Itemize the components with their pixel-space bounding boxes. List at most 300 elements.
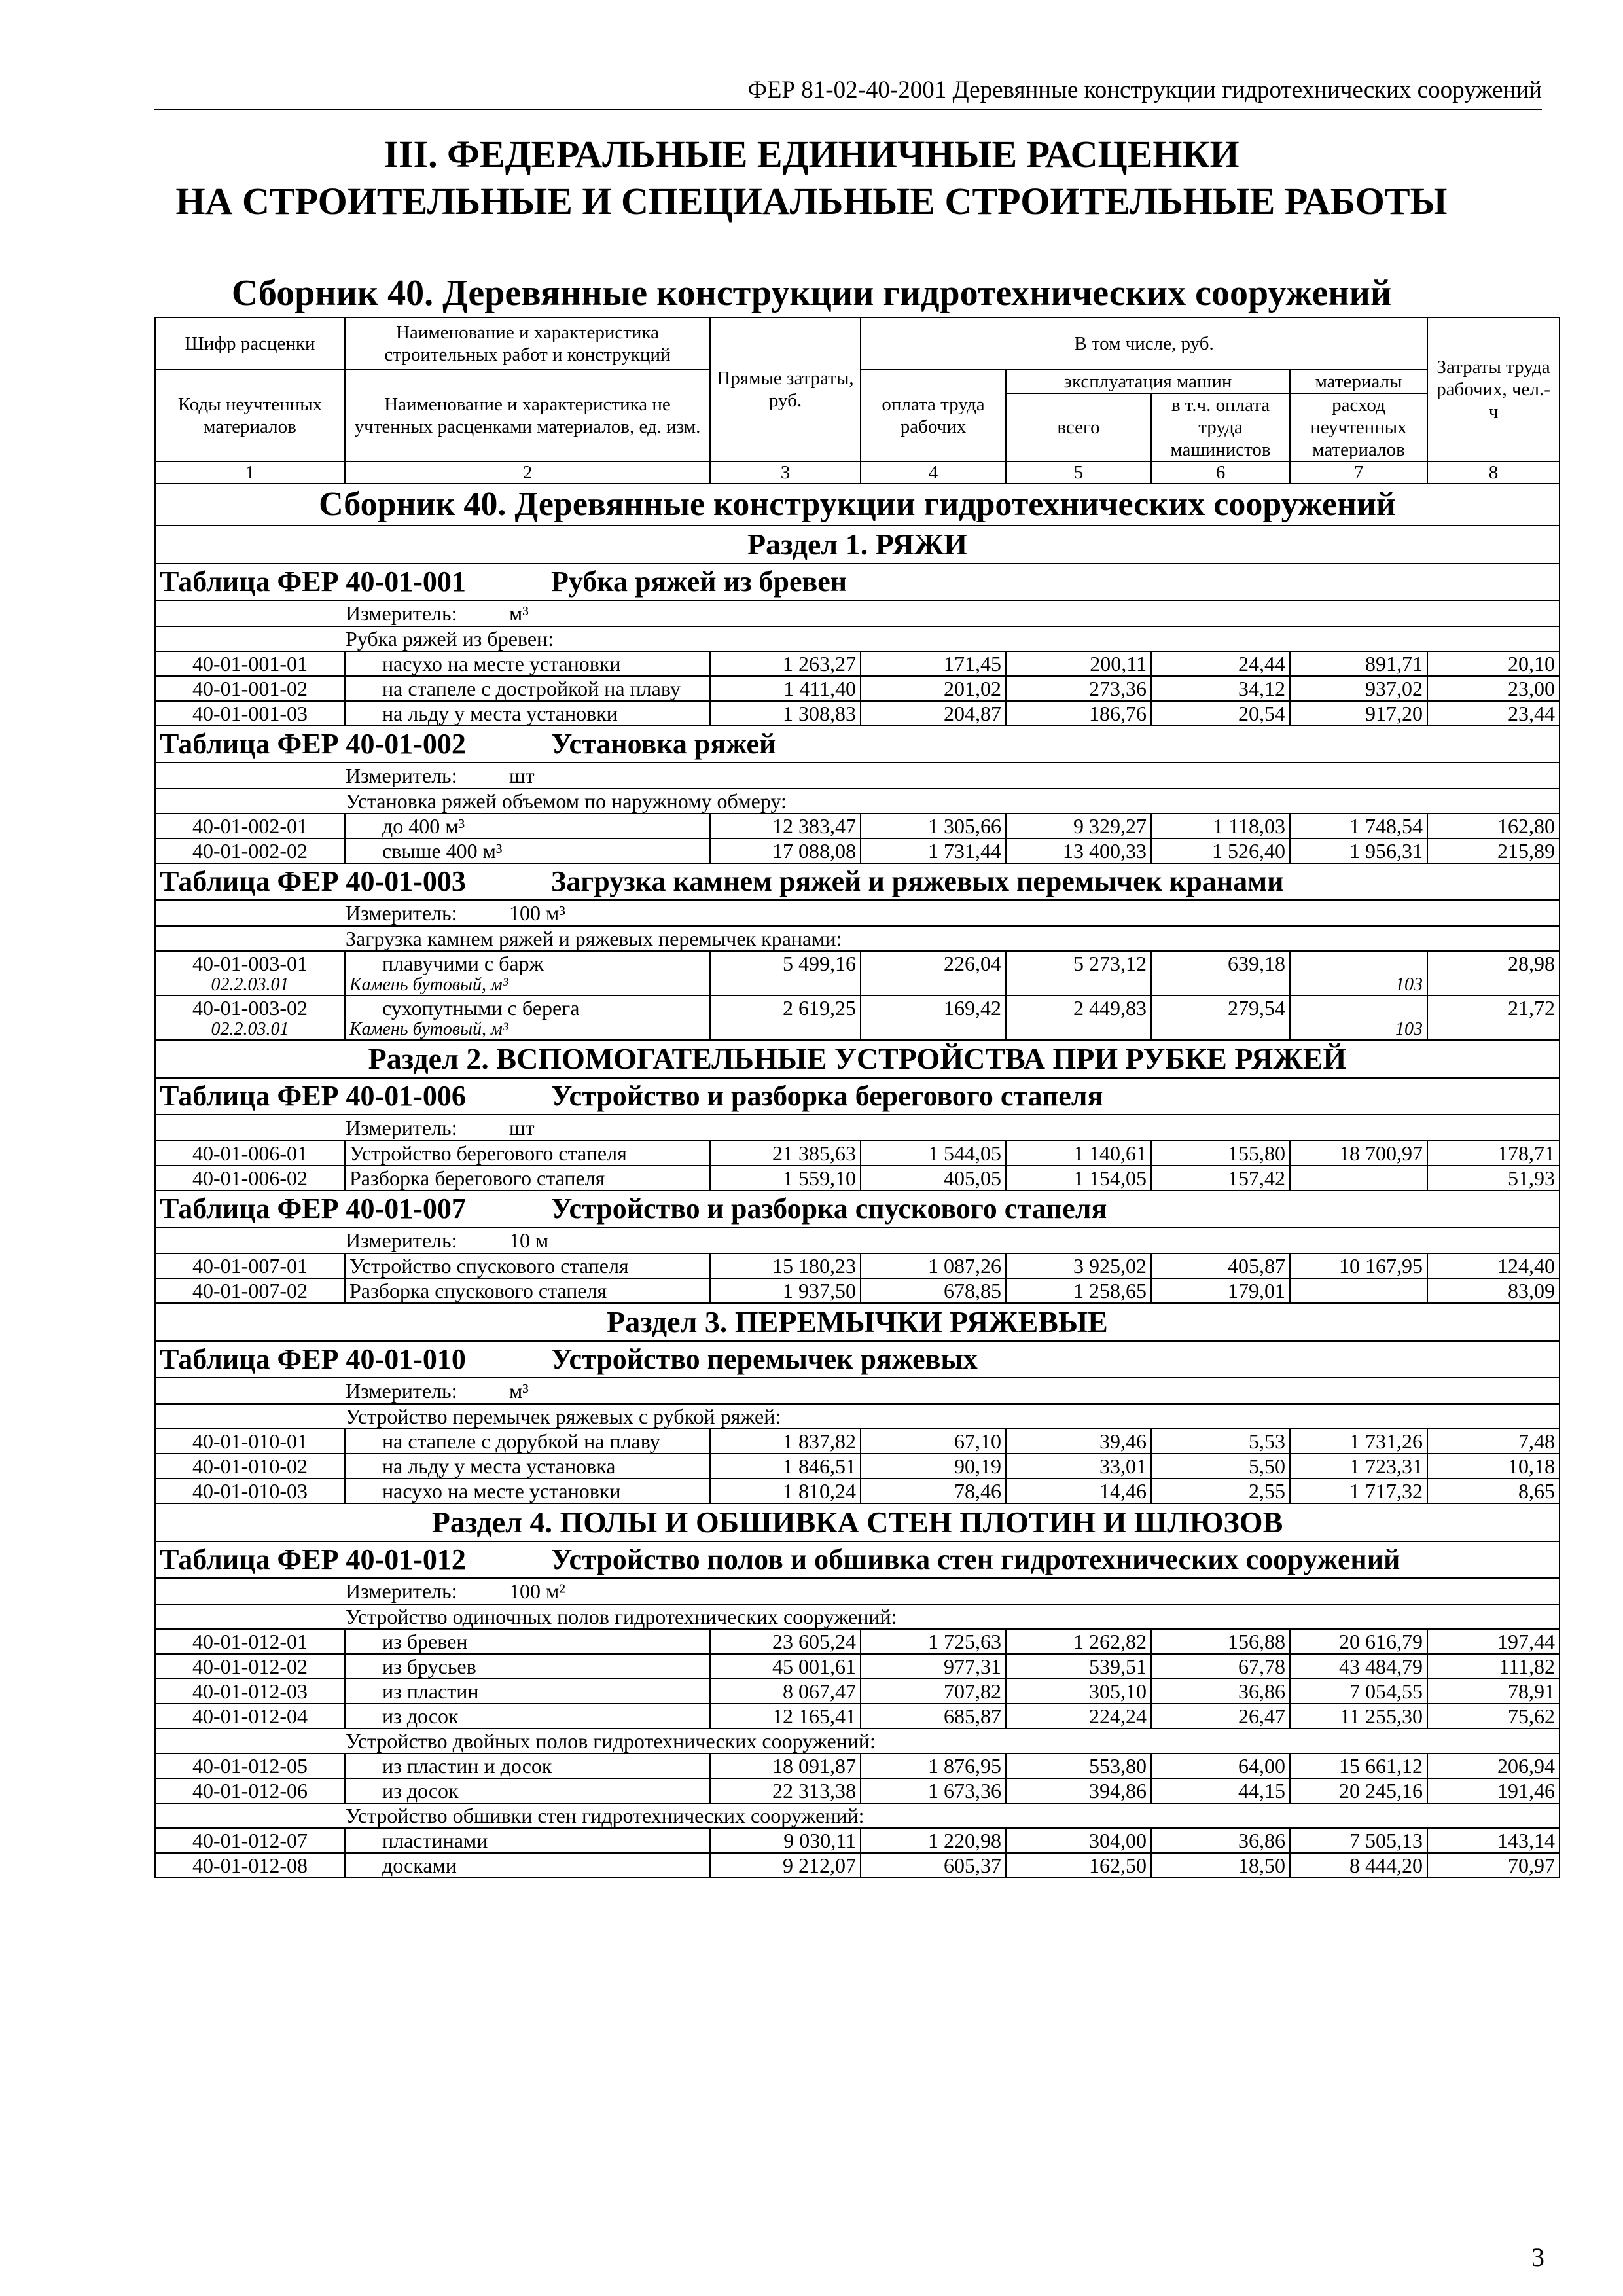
table-row <box>155 1753 1560 1778</box>
labor-pay: 169,42 <box>861 996 1006 1020</box>
table-code: Таблица ФЕР 40-01-010 <box>160 1343 466 1375</box>
machinists-pay: 157,42 <box>1151 1166 1290 1191</box>
labor-hours: 143,14 <box>1427 1828 1560 1853</box>
rate-code: 40-01-006-01 <box>155 1141 345 1166</box>
resource-row <box>155 1020 1560 1040</box>
table-name: Устройство полов и обшивка стен гидротехнических сооружений <box>551 1543 1400 1575</box>
labor-hours: 10,18 <box>1427 1454 1560 1479</box>
labor-pay: 67,10 <box>861 1429 1006 1454</box>
labor-pay: 685,87 <box>861 1704 1006 1729</box>
empty-cell <box>1006 1020 1151 1040</box>
work-name: плавучими с барж <box>345 951 710 975</box>
measure-row <box>155 600 1560 626</box>
measure <box>155 1115 1560 1141</box>
machines-total: 273,36 <box>1006 676 1151 701</box>
labor-pay: 226,04 <box>861 951 1006 975</box>
direct-cost: 1 810,24 <box>710 1479 861 1503</box>
rates-table <box>154 317 1560 1878</box>
work-name: на льду у места установка <box>345 1454 710 1479</box>
group-row <box>155 1729 1560 1753</box>
table-code: Таблица ФЕР 40-01-007 <box>160 1193 466 1225</box>
table-row <box>155 1704 1560 1729</box>
table-row <box>155 1654 1560 1679</box>
labor-pay: 405,05 <box>861 1166 1006 1191</box>
measure <box>155 1227 1560 1253</box>
empty-cell <box>861 1020 1006 1040</box>
materials-cost: 1 723,31 <box>1290 1454 1427 1479</box>
group-row <box>155 1604 1560 1629</box>
labor-pay: 977,31 <box>861 1654 1006 1679</box>
materials-cost <box>1290 1278 1427 1303</box>
measure-row <box>155 1115 1560 1141</box>
direct-cost: 2 619,25 <box>710 996 861 1020</box>
materials-cost: 20 245,16 <box>1290 1778 1427 1803</box>
table-row <box>155 1778 1560 1803</box>
machines-total: 305,10 <box>1006 1679 1151 1704</box>
measure-label: Измеритель: <box>346 1379 457 1403</box>
rate-code: 40-01-007-01 <box>155 1253 345 1278</box>
work-name: из бревен <box>345 1629 710 1654</box>
machines-total: 39,46 <box>1006 1429 1151 1454</box>
table-row <box>155 814 1560 838</box>
rate-code: 40-01-012-05 <box>155 1753 345 1778</box>
table-title-row <box>155 1078 1560 1115</box>
labor-hours: 215,89 <box>1427 838 1560 863</box>
work-name: из пластин и досок <box>345 1753 710 1778</box>
work-name: Разборка спускового стапеля <box>345 1278 710 1303</box>
table-row <box>155 951 1560 975</box>
measure-unit: шт <box>509 764 535 787</box>
table-title <box>155 726 1560 762</box>
materials-cost: 10 167,95 <box>1290 1253 1427 1278</box>
labor-pay: 605,37 <box>861 1853 1006 1878</box>
machines-total: 14,46 <box>1006 1479 1151 1503</box>
rate-code: 40-01-010-03 <box>155 1479 345 1503</box>
resource-row <box>155 975 1560 996</box>
work-name: до 400 м³ <box>345 814 710 838</box>
machines-total: 2 449,83 <box>1006 996 1151 1020</box>
measure-row <box>155 1227 1560 1253</box>
machines-total: 539,51 <box>1006 1654 1151 1679</box>
table-row <box>155 838 1560 863</box>
labor-hours: 206,94 <box>1427 1753 1560 1778</box>
labor-hours: 7,48 <box>1427 1429 1560 1454</box>
direct-cost: 1 308,83 <box>710 701 861 726</box>
rate-code: 40-01-012-04 <box>155 1704 345 1729</box>
header-material-names: Наименование и характеристика не учтенных расценками материалов, ед. изм. <box>345 370 710 461</box>
section-heading <box>155 1503 1560 1541</box>
group-row <box>155 789 1560 814</box>
measure-unit: м³ <box>509 1379 529 1403</box>
table-row <box>155 1479 1560 1503</box>
machines-total: 1 262,82 <box>1006 1629 1151 1654</box>
direct-cost: 9 030,11 <box>710 1828 861 1853</box>
machines-total: 9 329,27 <box>1006 814 1151 838</box>
work-name: досками <box>345 1853 710 1878</box>
col-number: 4 <box>861 461 1006 484</box>
table-name: Загрузка камнем ряжей и ряжевых перемычек кранами <box>551 865 1284 897</box>
section-heading <box>155 1040 1560 1078</box>
table-row <box>155 996 1560 1020</box>
table-row <box>155 1828 1560 1853</box>
labor-hours: 178,71 <box>1427 1141 1560 1166</box>
rate-code: 40-01-012-01 <box>155 1629 345 1654</box>
work-name: из пластин <box>345 1679 710 1704</box>
table-row <box>155 651 1560 676</box>
measure <box>155 900 1560 926</box>
measure <box>155 762 1560 789</box>
resource-qty: 103 <box>1290 975 1427 996</box>
group-heading: Устройство одиночных полов гидротехнических сооружений: <box>155 1604 1560 1629</box>
header-labor-pay: оплата труда рабочих <box>861 370 1006 461</box>
labor-pay: 1 673,36 <box>861 1778 1006 1803</box>
rate-code: 40-01-010-02 <box>155 1454 345 1479</box>
table-title <box>155 1078 1560 1115</box>
machinists-pay: 36,86 <box>1151 1828 1290 1853</box>
measure-unit: шт <box>509 1116 535 1139</box>
machines-total: 1 154,05 <box>1006 1166 1151 1191</box>
resource-code: 02.2.03.01 <box>155 1020 345 1040</box>
materials-cost: 20 616,79 <box>1290 1629 1427 1654</box>
labor-hours: 111,82 <box>1427 1654 1560 1679</box>
table-title-row <box>155 1191 1560 1227</box>
header-machinists-pay: в т.ч. оплата труда машинистов <box>1151 393 1290 461</box>
table-row <box>155 1278 1560 1303</box>
table-row <box>155 676 1560 701</box>
table-title-row <box>155 1341 1560 1378</box>
labor-pay: 678,85 <box>861 1278 1006 1303</box>
table-code: Таблица ФЕР 40-01-006 <box>160 1080 466 1112</box>
direct-cost: 45 001,61 <box>710 1654 861 1679</box>
machines-total: 224,24 <box>1006 1704 1151 1729</box>
materials-cost: 1 956,31 <box>1290 838 1427 863</box>
table-code: Таблица ФЕР 40-01-003 <box>160 865 466 897</box>
machinists-pay: 155,80 <box>1151 1141 1290 1166</box>
rate-code: 40-01-001-03 <box>155 701 345 726</box>
table-row <box>155 1429 1560 1454</box>
direct-cost: 1 411,40 <box>710 676 861 701</box>
machinists-pay: 2,55 <box>1151 1479 1290 1503</box>
header-direct-cost: Прямые затраты, руб. <box>710 317 861 461</box>
table-title <box>155 1191 1560 1227</box>
section-title: Раздел 3. ПЕРЕМЫЧКИ РЯЖЕВЫЕ <box>155 1303 1560 1341</box>
direct-cost: 1 846,51 <box>710 1454 861 1479</box>
running-header: ФЕР 81-02-40-2001 Деревянные конструкции гидротехнических сооружений <box>154 73 1542 110</box>
resource-qty: 103 <box>1290 1020 1427 1040</box>
group-heading: Устройство обшивки стен гидротехнических сооружений: <box>155 1803 1560 1828</box>
resource-name: Камень бутовый, м³ <box>345 1020 710 1040</box>
empty-cell <box>1006 975 1151 996</box>
labor-pay: 1 087,26 <box>861 1253 1006 1278</box>
group-row <box>155 1404 1560 1429</box>
collection-band <box>155 484 1560 526</box>
header-machines-total: всего <box>1006 393 1151 461</box>
machines-total: 5 273,12 <box>1006 951 1151 975</box>
machines-total: 13 400,33 <box>1006 838 1151 863</box>
table-code: Таблица ФЕР 40-01-012 <box>160 1543 466 1575</box>
materials-cost: 18 700,97 <box>1290 1141 1427 1166</box>
machines-total: 553,80 <box>1006 1753 1151 1778</box>
machines-total: 304,00 <box>1006 1828 1151 1853</box>
measure-row <box>155 1578 1560 1604</box>
direct-cost: 12 165,41 <box>710 1704 861 1729</box>
work-name: сухопутными с берега <box>345 996 710 1020</box>
materials-cost: 43 484,79 <box>1290 1654 1427 1679</box>
empty-cell <box>1427 975 1560 996</box>
resource-code: 02.2.03.01 <box>155 975 345 996</box>
table-title-row <box>155 726 1560 762</box>
labor-hours: 83,09 <box>1427 1278 1560 1303</box>
col-number: 8 <box>1427 461 1560 484</box>
labor-hours: 28,98 <box>1427 951 1560 975</box>
labor-pay: 1 731,44 <box>861 838 1006 863</box>
measure-label: Измеритель: <box>346 901 457 925</box>
direct-cost: 9 212,07 <box>710 1853 861 1878</box>
col-number: 1 <box>155 461 345 484</box>
machines-total: 1 258,65 <box>1006 1278 1151 1303</box>
page-number: 3 <box>1531 2242 1544 2272</box>
header-code: Шифр расценки <box>155 317 345 370</box>
measure-row <box>155 900 1560 926</box>
work-name: свыше 400 м³ <box>345 838 710 863</box>
table-title <box>155 1541 1560 1578</box>
materials-cost: 1 748,54 <box>1290 814 1427 838</box>
rate-code: 40-01-002-02 <box>155 838 345 863</box>
labor-hours: 21,72 <box>1427 996 1560 1020</box>
group-heading: Установка ряжей объемом по наружному обмеру: <box>155 789 1560 814</box>
rate-code: 40-01-001-01 <box>155 651 345 676</box>
direct-cost: 1 559,10 <box>710 1166 861 1191</box>
measure-unit: 100 м² <box>509 1579 565 1603</box>
table-row <box>155 1253 1560 1278</box>
section-title: Раздел 2. ВСПОМОГАТЕЛЬНЫЕ УСТРОЙСТВА ПРИ РУБКЕ РЯЖЕЙ <box>155 1040 1560 1078</box>
machinists-pay: 639,18 <box>1151 951 1290 975</box>
empty-cell <box>861 975 1006 996</box>
measure-unit: 100 м³ <box>509 901 565 925</box>
col-number: 2 <box>345 461 710 484</box>
rate-code: 40-01-006-02 <box>155 1166 345 1191</box>
group-heading: Устройство двойных полов гидротехнических сооружений: <box>155 1729 1560 1753</box>
materials-cost: 11 255,30 <box>1290 1704 1427 1729</box>
collection-title: Сборник 40. Деревянные конструкции гидротехнических сооружений <box>231 273 1392 314</box>
measure-label: Измеритель: <box>346 1116 457 1139</box>
work-name: из досок <box>345 1704 710 1729</box>
resource-name: Камень бутовый, м³ <box>345 975 710 996</box>
work-name: насухо на месте установки <box>345 1479 710 1503</box>
group-row <box>155 626 1560 651</box>
work-name: из брусьев <box>345 1654 710 1679</box>
rate-code: 40-01-010-01 <box>155 1429 345 1454</box>
labor-pay: 1 725,63 <box>861 1629 1006 1654</box>
labor-hours: 197,44 <box>1427 1629 1560 1654</box>
table-title-row <box>155 863 1560 900</box>
materials-cost: 1 717,32 <box>1290 1479 1427 1503</box>
measure-unit: м³ <box>509 601 529 625</box>
machinists-pay: 24,44 <box>1151 651 1290 676</box>
machinists-pay: 34,12 <box>1151 676 1290 701</box>
materials-cost: 1 731,26 <box>1290 1429 1427 1454</box>
machinists-pay: 20,54 <box>1151 701 1290 726</box>
direct-cost: 22 313,38 <box>710 1778 861 1803</box>
machines-total: 162,50 <box>1006 1853 1151 1878</box>
measure-row <box>155 1378 1560 1404</box>
machinists-pay: 44,15 <box>1151 1778 1290 1803</box>
header-labor-hours: Затраты труда рабочих, чел.-ч <box>1427 317 1560 461</box>
machines-total: 3 925,02 <box>1006 1253 1151 1278</box>
header-material-codes: Коды неучтенных материалов <box>155 370 345 461</box>
labor-hours: 51,93 <box>1427 1166 1560 1191</box>
work-name: Устройство спускового стапеля <box>345 1253 710 1278</box>
machinists-pay: 279,54 <box>1151 996 1290 1020</box>
materials-cost: 891,71 <box>1290 651 1427 676</box>
rate-code: 40-01-003-02 <box>155 996 345 1020</box>
empty-cell <box>710 975 861 996</box>
col-number: 5 <box>1006 461 1151 484</box>
empty-cell <box>1151 975 1290 996</box>
table-code: Таблица ФЕР 40-01-001 <box>160 565 466 598</box>
machinists-pay: 1 118,03 <box>1151 814 1290 838</box>
rate-code: 40-01-012-07 <box>155 1828 345 1853</box>
materials-cost: 7 054,55 <box>1290 1679 1427 1704</box>
table-row <box>155 701 1560 726</box>
measure <box>155 1378 1560 1404</box>
measure-row <box>155 762 1560 789</box>
machinists-pay: 179,01 <box>1151 1278 1290 1303</box>
labor-hours: 23,44 <box>1427 701 1560 726</box>
materials-cost: 7 505,13 <box>1290 1828 1427 1853</box>
materials-cost <box>1290 1166 1427 1191</box>
header-column-numbers <box>155 461 1560 484</box>
machinists-pay: 405,87 <box>1151 1253 1290 1278</box>
table-name: Устройство и разборка спускового стапеля <box>551 1193 1107 1225</box>
materials-cost: 8 444,20 <box>1290 1853 1427 1878</box>
table-title-row <box>155 1541 1560 1578</box>
group-row <box>155 1803 1560 1828</box>
machines-total: 200,11 <box>1006 651 1151 676</box>
machinists-pay: 1 526,40 <box>1151 838 1290 863</box>
table-row <box>155 1141 1560 1166</box>
work-name: Устройство берегового стапеля <box>345 1141 710 1166</box>
labor-pay: 707,82 <box>861 1679 1006 1704</box>
empty-cell <box>1151 1020 1290 1040</box>
section-title: Раздел 4. ПОЛЫ И ОБШИВКА СТЕН ПЛОТИН И ШЛЮЗОВ <box>155 1503 1560 1541</box>
labor-pay: 90,19 <box>861 1454 1006 1479</box>
materials-cost: 937,02 <box>1290 676 1427 701</box>
section-heading <box>155 526 1560 564</box>
table-name: Устройство и разборка берегового стапеля <box>551 1080 1103 1112</box>
labor-pay: 201,02 <box>861 676 1006 701</box>
group-heading: Загрузка камнем ряжей и ряжевых перемычек кранами: <box>155 926 1560 951</box>
section-title: Сборник 40. Деревянные конструкции гидротехнических сооружений <box>155 484 1560 526</box>
machinists-pay: 64,00 <box>1151 1753 1290 1778</box>
group-heading: Рубка ряжей из бревен: <box>155 626 1560 651</box>
rate-code: 40-01-001-02 <box>155 676 345 701</box>
direct-cost: 21 385,63 <box>710 1141 861 1166</box>
work-name: из досок <box>345 1778 710 1803</box>
labor-hours: 8,65 <box>1427 1479 1560 1503</box>
table-row <box>155 1166 1560 1191</box>
work-name: на стапеле с дорубкой на плаву <box>345 1429 710 1454</box>
machines-total: 33,01 <box>1006 1454 1151 1479</box>
direct-cost: 1 263,27 <box>710 651 861 676</box>
group-heading: Устройство перемычек ряжевых с рубкой ряжей: <box>155 1404 1560 1429</box>
work-name: пластинами <box>345 1828 710 1853</box>
measure-label: Измеритель: <box>346 601 457 625</box>
machinists-pay: 5,53 <box>1151 1429 1290 1454</box>
table-row <box>155 1679 1560 1704</box>
work-name: Разборка берегового стапеля <box>345 1166 710 1191</box>
table-row <box>155 1454 1560 1479</box>
col-number: 3 <box>710 461 861 484</box>
table-title <box>155 1341 1560 1378</box>
machinists-pay: 156,88 <box>1151 1629 1290 1654</box>
table-row <box>155 1629 1560 1654</box>
labor-pay: 1 876,95 <box>861 1753 1006 1778</box>
direct-cost: 1 937,50 <box>710 1278 861 1303</box>
table-title <box>155 863 1560 900</box>
col-number: 6 <box>1151 461 1290 484</box>
direct-cost: 1 837,82 <box>710 1429 861 1454</box>
direct-cost: 5 499,16 <box>710 951 861 975</box>
direct-cost: 8 067,47 <box>710 1679 861 1704</box>
table-name: Устройство перемычек ряжевых <box>551 1343 978 1375</box>
machinists-pay: 36,86 <box>1151 1679 1290 1704</box>
rate-code: 40-01-012-03 <box>155 1679 345 1704</box>
materials-cost: 917,20 <box>1290 701 1427 726</box>
measure-label: Измеритель: <box>346 764 457 787</box>
header-name: Наименование и характеристика строительных работ и конструкций <box>345 317 710 370</box>
labor-hours: 78,91 <box>1427 1679 1560 1704</box>
labor-pay: 78,46 <box>861 1479 1006 1503</box>
empty-cell <box>1427 1020 1560 1040</box>
main-title <box>0 131 1623 225</box>
rate-code: 40-01-012-06 <box>155 1778 345 1803</box>
labor-pay: 171,45 <box>861 651 1006 676</box>
section-heading <box>155 1303 1560 1341</box>
labor-hours: 70,97 <box>1427 1853 1560 1878</box>
table-name: Рубка ряжей из бревен <box>551 565 847 598</box>
direct-cost: 18 091,87 <box>710 1753 861 1778</box>
header-materials-use: расход неучтенных материалов <box>1290 393 1427 461</box>
measure <box>155 600 1560 626</box>
labor-hours: 162,80 <box>1427 814 1560 838</box>
table-title <box>155 564 1560 600</box>
rate-code: 40-01-002-01 <box>155 814 345 838</box>
direct-cost: 15 180,23 <box>710 1253 861 1278</box>
direct-cost: 23 605,24 <box>710 1629 861 1654</box>
machinists-pay: 18,50 <box>1151 1853 1290 1878</box>
labor-pay: 1 220,98 <box>861 1828 1006 1853</box>
materials-cost <box>1290 951 1427 975</box>
section-title: Раздел 1. РЯЖИ <box>155 526 1560 564</box>
measure-unit: 10 м <box>509 1229 549 1252</box>
header-materials: материалы <box>1290 370 1427 393</box>
work-name: на льду у места установки <box>345 701 710 726</box>
table-name: Установка ряжей <box>551 728 776 760</box>
labor-hours: 23,00 <box>1427 676 1560 701</box>
labor-hours: 75,62 <box>1427 1704 1560 1729</box>
main-title-line-2: НА СТРОИТЕЛЬНЫЕ И СПЕЦИАЛЬНЫЕ СТРОИТЕЛЬНЫЕ РАБОТЫ <box>175 180 1448 223</box>
table-title-row <box>155 564 1560 600</box>
header-including: В том числе, руб. <box>861 317 1427 370</box>
work-name: на стапеле с достройкой на плаву <box>345 676 710 701</box>
direct-cost: 17 088,08 <box>710 838 861 863</box>
materials-cost <box>1290 996 1427 1020</box>
direct-cost: 12 383,47 <box>710 814 861 838</box>
machinists-pay: 26,47 <box>1151 1704 1290 1729</box>
group-row <box>155 926 1560 951</box>
machines-total: 1 140,61 <box>1006 1141 1151 1166</box>
